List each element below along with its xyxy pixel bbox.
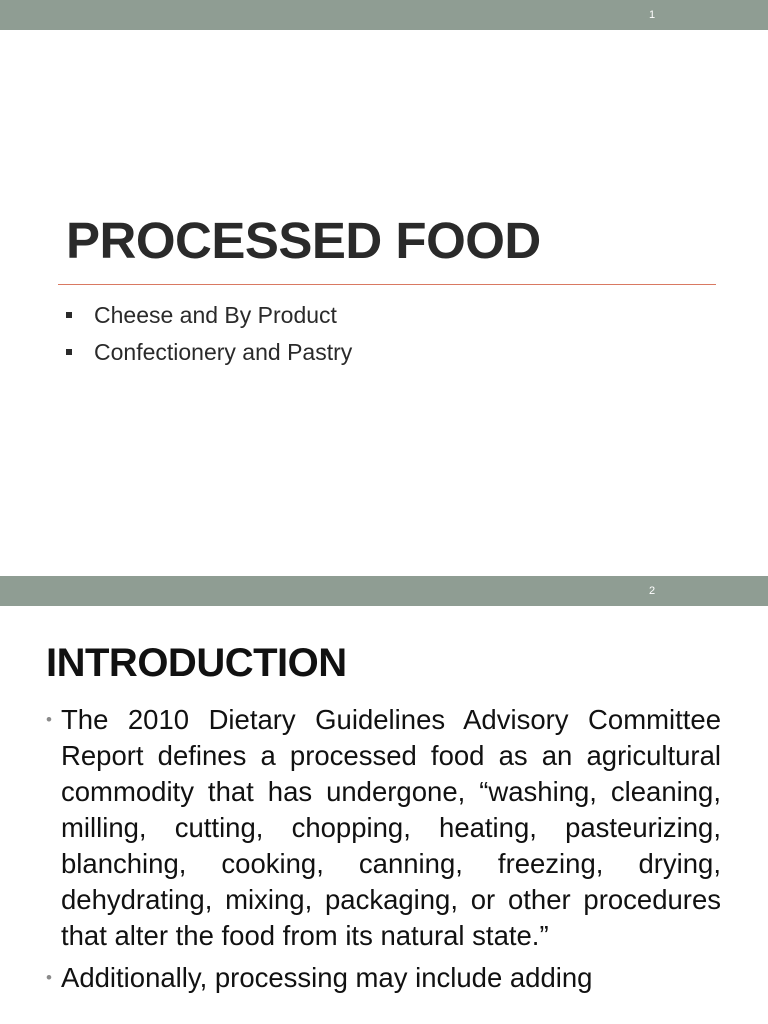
list-item: • The 2010 Dietary Guidelines Advisory Committee Report defines a processed food as an agricultural commodity that has undergone, “washing, cleaning, milling, cutting, chopping, heating, pasteurizing, blanching, cooking, canning, freezing, drying, dehydrating, mixing, packaging, or other procedures that alter the food from its natural state.” — [46, 702, 721, 954]
slide-header-bar — [0, 576, 768, 606]
title-underline — [58, 284, 716, 285]
slide-bullet-list — [66, 297, 352, 371]
list-item — [66, 334, 352, 371]
slide-bullet-list — [46, 702, 721, 1002]
slide-number: 1 — [648, 9, 656, 21]
square-bullet-icon — [66, 349, 72, 355]
list-item: • Additionally, processing may include adding — [46, 960, 721, 996]
slide-title: INTRODUCTION — [46, 641, 347, 685]
list-item-text: Cheese and By Product — [94, 302, 337, 328]
list-item — [66, 297, 352, 334]
square-bullet-icon — [66, 312, 72, 318]
slide-number: 2 — [648, 585, 656, 597]
list-item-text: Confectionery and Pastry — [94, 339, 353, 365]
slide-2 — [0, 576, 768, 1024]
slide-header-bar — [0, 0, 768, 30]
slide-title: PROCESSED FOOD — [66, 212, 541, 269]
